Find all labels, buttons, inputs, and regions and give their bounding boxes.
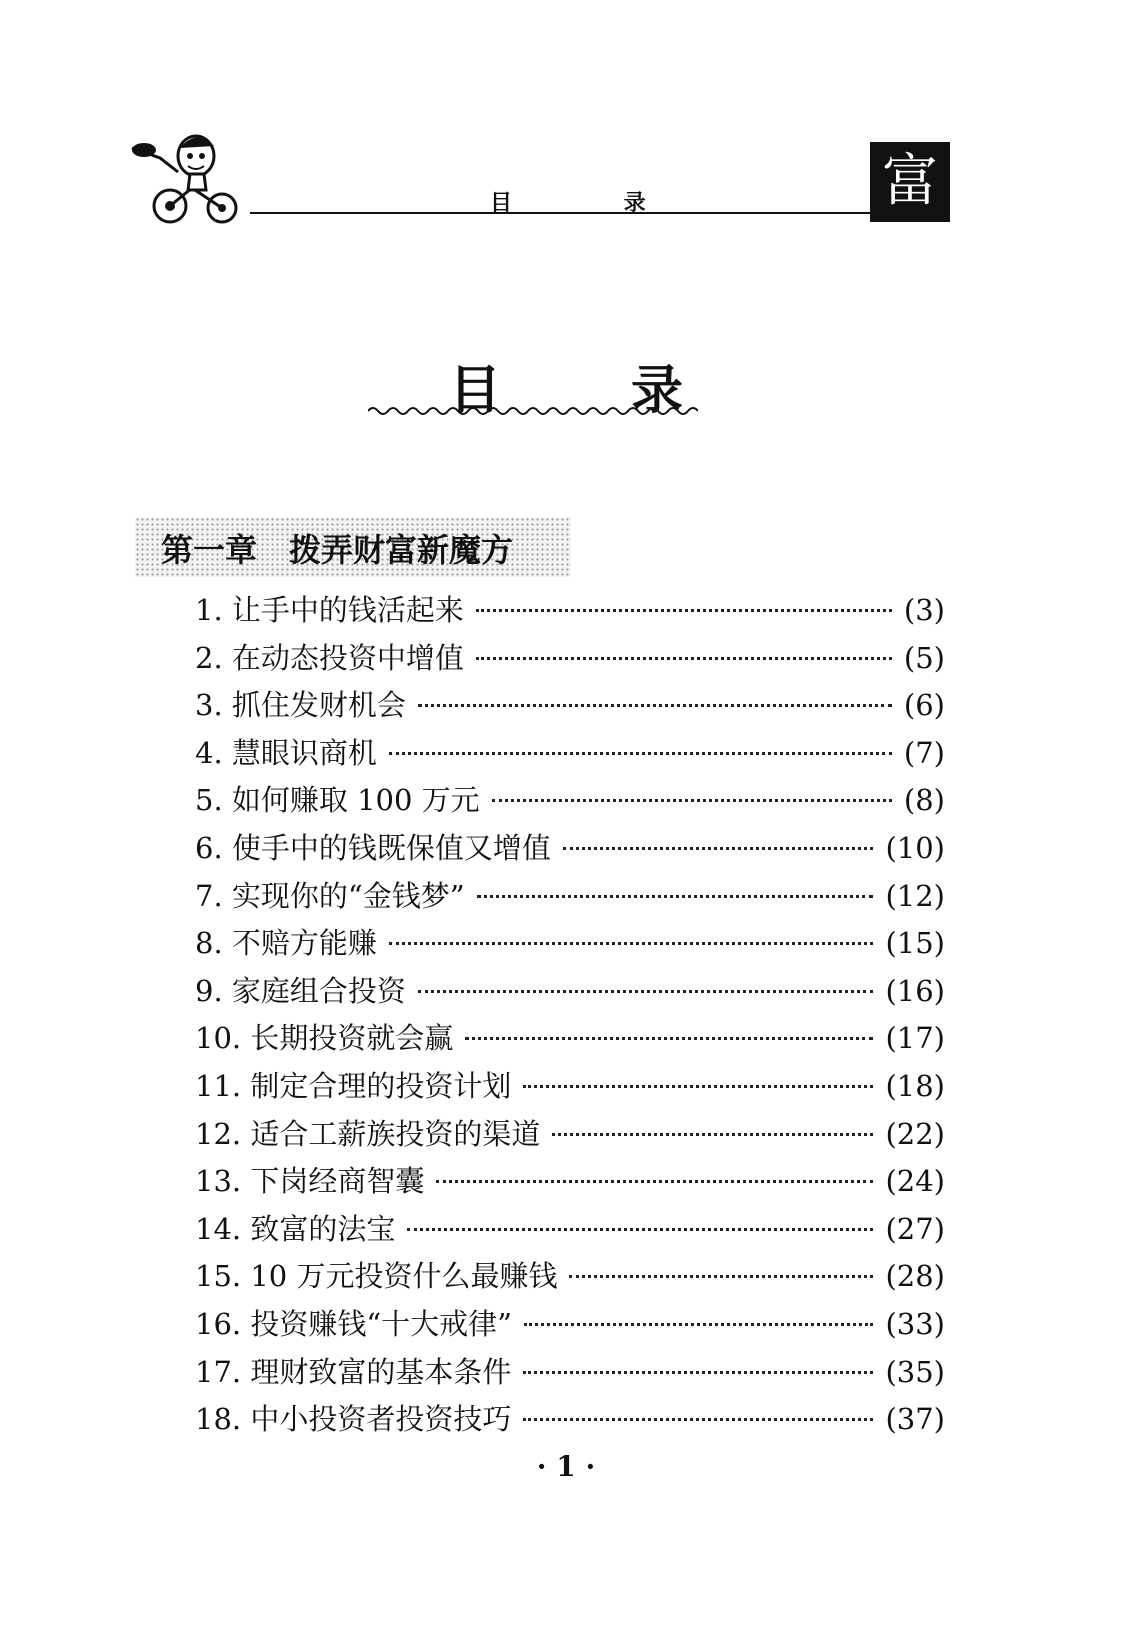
toc-entry-page: (22) bbox=[885, 1116, 945, 1151]
toc-entry[interactable] bbox=[195, 1349, 945, 1397]
toc-entry-title: 3. 抓住发财机会 bbox=[195, 688, 406, 723]
toc-entry[interactable] bbox=[195, 635, 945, 683]
toc-entry-page: (18) bbox=[885, 1068, 945, 1103]
toc-entry-title: 15. 10 万元投资什么最赚钱 bbox=[195, 1259, 558, 1294]
toc-entry-title: 7. 实现你的“金钱梦” bbox=[195, 878, 465, 913]
leader-dots bbox=[436, 1180, 873, 1183]
toc-entry[interactable] bbox=[195, 682, 945, 730]
toc-entry[interactable] bbox=[195, 1396, 945, 1444]
toc-entry-title: 8. 不赔方能赚 bbox=[195, 926, 377, 961]
leader-dots bbox=[418, 990, 874, 993]
toc-entry-page: (15) bbox=[885, 926, 945, 961]
toc-entry[interactable] bbox=[195, 777, 945, 825]
toc-entry-title: 12. 适合工薪族投资的渠道 bbox=[195, 1116, 541, 1151]
leader-dots bbox=[552, 1133, 873, 1136]
page-number: · 1 · bbox=[536, 1450, 596, 1483]
toc-entry-page: (12) bbox=[885, 878, 945, 913]
toc-entry-title: 17. 理财致富的基本条件 bbox=[195, 1354, 512, 1389]
leader-dots bbox=[465, 1037, 873, 1040]
toc-entry[interactable] bbox=[195, 968, 945, 1016]
toc-entry-title: 4. 慧眼识商机 bbox=[195, 735, 377, 770]
toc-entry-title: 10. 长期投资就会赢 bbox=[195, 1021, 454, 1056]
toc-entry-title: 9. 家庭组合投资 bbox=[195, 973, 406, 1008]
leader-dots bbox=[563, 847, 874, 850]
toc-entry[interactable] bbox=[195, 1111, 945, 1159]
running-header bbox=[130, 128, 950, 228]
toc-entry-page: (5) bbox=[903, 640, 945, 675]
toc-entry-page: (27) bbox=[885, 1211, 945, 1246]
leader-dots bbox=[407, 1228, 873, 1231]
leader-dots bbox=[389, 752, 892, 755]
toc-entry-title: 18. 中小投资者投资技巧 bbox=[195, 1402, 512, 1437]
toc-entry-page: (16) bbox=[885, 973, 945, 1008]
toc-entry[interactable] bbox=[195, 920, 945, 968]
leader-dots bbox=[418, 704, 892, 707]
leader-dots bbox=[523, 1371, 873, 1374]
toc-entry-title: 13. 下岗经商智囊 bbox=[195, 1164, 425, 1199]
toc-entry-title: 1. 让手中的钱活起来 bbox=[195, 593, 464, 627]
toc-entry-title: 2. 在动态投资中增值 bbox=[195, 640, 464, 675]
toc-entry[interactable] bbox=[195, 1158, 945, 1206]
toc-entry-page: (10) bbox=[885, 830, 945, 865]
table-of-contents bbox=[195, 587, 945, 1444]
toc-entry-title: 6. 使手中的钱既保值又增值 bbox=[195, 830, 551, 865]
leader-dots bbox=[389, 942, 874, 945]
toc-entry[interactable] bbox=[195, 1206, 945, 1254]
leader-dots bbox=[477, 895, 874, 898]
toc-entry-title: 16. 投资赚钱“十大戒律” bbox=[195, 1306, 512, 1341]
toc-entry-page: (37) bbox=[885, 1402, 945, 1437]
running-header-title: 目 录 bbox=[490, 190, 698, 216]
toc-entry-page: (33) bbox=[885, 1306, 945, 1341]
toc-entry-page: (28) bbox=[885, 1259, 945, 1294]
toc-entry-title: 11. 制定合理的投资计划 bbox=[195, 1068, 512, 1103]
toc-entry-page: (7) bbox=[903, 735, 945, 770]
toc-entry-page: (35) bbox=[885, 1354, 945, 1389]
toc-entry[interactable] bbox=[195, 587, 945, 635]
toc-entry[interactable] bbox=[195, 1015, 945, 1063]
cyclist-mascot-icon bbox=[130, 128, 250, 228]
toc-entry-page: (24) bbox=[885, 1164, 945, 1199]
leader-dots bbox=[492, 799, 892, 802]
chapter-heading-box bbox=[135, 517, 571, 577]
toc-entry-page: (8) bbox=[903, 783, 945, 818]
toc-entry[interactable] bbox=[195, 873, 945, 921]
leader-dots bbox=[524, 1323, 873, 1326]
leader-dots bbox=[476, 657, 892, 660]
leader-dots bbox=[569, 1275, 873, 1278]
toc-entry[interactable] bbox=[195, 825, 945, 873]
toc-entry[interactable] bbox=[195, 1301, 945, 1349]
leader-dots bbox=[523, 1085, 873, 1088]
toc-entry-page: (3) bbox=[903, 593, 945, 627]
toc-entry-page: (6) bbox=[903, 688, 945, 723]
chapter-heading: 第一章 拨弄财富新魔方 bbox=[161, 531, 514, 569]
toc-entry[interactable] bbox=[195, 1063, 945, 1111]
page-title: 目录 bbox=[448, 361, 813, 421]
toc-entry-title: 5. 如何赚取 100 万元 bbox=[195, 783, 480, 818]
toc-entry[interactable] bbox=[195, 730, 945, 778]
toc-entry-page: (17) bbox=[885, 1021, 945, 1056]
header-badge: 富 bbox=[870, 142, 950, 222]
leader-dots bbox=[523, 1418, 873, 1421]
toc-entry-title: 14. 致富的法宝 bbox=[195, 1211, 396, 1246]
title-wavy-underline bbox=[368, 404, 698, 418]
toc-entry[interactable] bbox=[195, 1253, 945, 1301]
leader-dots bbox=[476, 609, 892, 612]
